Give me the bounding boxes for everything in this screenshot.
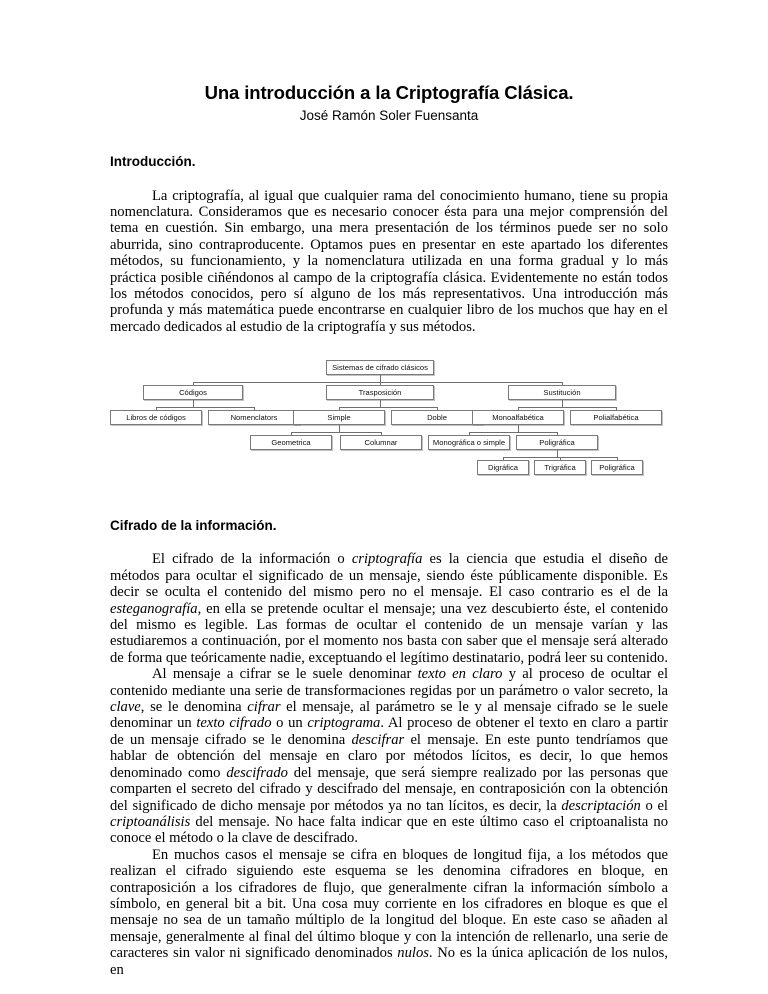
author-byline: José Ramón Soler Fuensanta	[299, 108, 479, 124]
page-title: Una introducción a la Criptografía Clásica.	[204, 82, 574, 103]
text-run: En muchos casos el mensaje se cifra en bloques de longitud fija, a los métodos que realizan el cifrado siguiendo este esquema se les denomina cifradores en bloque, en contraposición a los cifradores de flujo, que generalmente cifran la información símbolo a símbolo, en general bit a bit. Una cosa muy corriente en los cifradores en bloque es que el mensaje no sea de un tamaño múltiplo de la longitud del bloque. En este caso se añaden al mensaje, generalmente al final del último bloque y con la intención de rellenarlo, una serie de caracteres sin valor ni significado denominados	[110, 846, 668, 962]
paragraph-cifrado-1	[110, 551, 668, 666]
paragraph-cifrado-3	[110, 847, 668, 978]
text-run: , se le denomina	[140, 699, 248, 716]
tree-node-trigrafica: Trigráfica	[534, 460, 586, 475]
connector-simple-down	[339, 425, 340, 432]
tree-node-columnar: Columnar	[340, 435, 422, 450]
tree-node-monografica-o-simple: Monográfica o simple	[428, 435, 510, 450]
connector-monoalfabetica-down	[518, 425, 519, 432]
connector-poligrafica-down	[557, 450, 558, 457]
page-content	[110, 0, 668, 978]
connector-sustitucion-down	[562, 400, 563, 407]
connector-codigos-bus	[156, 407, 254, 408]
tree-node-geometrica: Geometrica	[250, 435, 332, 450]
text-run: el mensaje. En este punto tendríamos que hablar de obtención del mensaje en claro por métodos lícitos, es decir, lo que hemos denominado como	[110, 731, 668, 781]
emphasis-texto-en-claro: texto en claro	[417, 666, 503, 683]
tree-node-trasposicion: Trasposición	[326, 385, 434, 400]
text-run: y al proceso de ocultar el contenido mediante una serie de transformaciones regidas por un parámetro o valor secreto, la	[110, 666, 669, 699]
tree-node-poligrafica-leaf: Poligráfica	[591, 460, 643, 475]
emphasis-descriptacion: descriptación	[561, 797, 641, 814]
connector-root-down	[380, 375, 381, 382]
text-run: es la ciencia que estudia el diseño de métodos para ocultar el significado de un mensaje, siendo éste públicamente disponible. Es decir se oculta el contenido del mismo pero no el mensaje. El caso contrario es el de la	[110, 551, 668, 601]
text-run: , en ella se pretende ocultar el mensaje; una vez descubierto éste, el contenido del mismo es legible. Las formas de ocultar el contenido de un mensaje varían y las estudiaremos a continuación, por el momento nos basta con saber que el mensaje será alterado de forma que teóricamente nadie, exceptuando el legítimo destinatario, podrá leer su contenido.	[110, 600, 668, 666]
paragraph-introduccion-1: La criptografía, al igual que cualquier rama del conocimiento humano, tiene su propia nomenclatura. Consideramos que es necesario conocer ésta para una mejor comprensión del tema en cuestión. Sin embargo, una mera presentación de los términos puede ser no solo aburrida, sino contraproducente. Optamos pues en presentar en este apartado los diferentes métodos, su funcionamiento, y la nomenclatura utilizada en una forma gradual y lo más práctica posible ciñéndonos al campo de la criptografía clásica. Evidentemente no están todos los métodos conocidos, pero sí alguno de los más representativos. Una introducción más profunda y más matemática puede encontrarse en cualquier libro de los muchos que hay en el mercado dedicados al estudio de la criptografía y sus métodos.	[110, 187, 668, 335]
tree-node-simple: Simple	[293, 410, 385, 425]
text-run: . Al proceso de obtener el texto en claro a partir de un mensaje cifrado se le denomina	[110, 715, 668, 748]
connector-codigos-down	[193, 400, 194, 407]
text-run: del mensaje. No hace falta indicar que en este último caso el criptoanalista no conoce el método o la clave de descifrado.	[110, 813, 668, 847]
text-run: del mensaje, que será siempre realizado por las personas que comparten el secreto del cifrado y descifrado del mensaje, en contraposición con la obtención del significado de dicho mensaje por métodos ya no tan lícitos, es decir, la	[110, 764, 668, 814]
emphasis-criptografia: criptografía	[351, 551, 423, 568]
text-run: El cifrado de la información o	[152, 551, 352, 568]
tree-node-nomenclators: Nomenclators	[208, 410, 300, 425]
connector-simple-bus	[291, 432, 381, 433]
emphasis-criptograma: criptograma	[307, 715, 381, 732]
section-heading-introduccion: Introducción.	[110, 154, 196, 170]
cipher-systems-tree-diagram	[110, 357, 668, 492]
text-run: el mensaje, al parámetro se le y al mensaje cifrado se le suele denominar un	[110, 699, 668, 732]
emphasis-esteganografia: esteganografía	[110, 600, 198, 617]
emphasis-descifrado: descifrado	[226, 764, 288, 781]
emphasis-texto-cifrado: texto cifrado	[196, 715, 272, 732]
emphasis-cifrar: cifrar	[247, 699, 281, 716]
emphasis-clave: clave	[110, 699, 141, 716]
tree-node-poligrafica: Poligráfica	[516, 435, 598, 450]
tree-node-codigos: Códigos	[143, 385, 243, 400]
emphasis-nulos: nulos	[397, 945, 429, 962]
tree-node-polialfabetica: Polialfabética	[570, 410, 662, 425]
connector-monoalfabetica-bus	[469, 432, 557, 433]
text-run: . No es la única aplicación de los nulos, en	[110, 945, 668, 978]
section-heading-cifrado: Cifrado de la información.	[110, 518, 277, 534]
emphasis-criptoanalisis: criptoanálisis	[110, 813, 191, 830]
connector-trasposicion-down	[380, 400, 381, 407]
tree-node-libros-de-codigos: Libros de códigos	[110, 410, 202, 425]
text-run: Al mensaje a cifrar se le suele denominar	[152, 666, 418, 683]
tree-node-monoalfabetica: Monoalfabética	[472, 410, 564, 425]
connector-level1-bus	[193, 382, 562, 383]
connector-trasposicion-bus	[339, 407, 437, 408]
tree-node-sustitucion: Sustitución	[508, 385, 616, 400]
tree-node-digrafica: Digráfica	[477, 460, 529, 475]
tree-node-root: Sistemas de cifrado clásicos	[326, 360, 434, 375]
text-run: o un	[271, 715, 308, 732]
paragraph-cifrado-2	[110, 666, 668, 846]
connector-sustitucion-bus	[518, 407, 616, 408]
emphasis-descifrar: descifrar	[351, 731, 405, 748]
tree-node-doble: Doble	[391, 410, 483, 425]
text-run: o el	[640, 797, 668, 814]
